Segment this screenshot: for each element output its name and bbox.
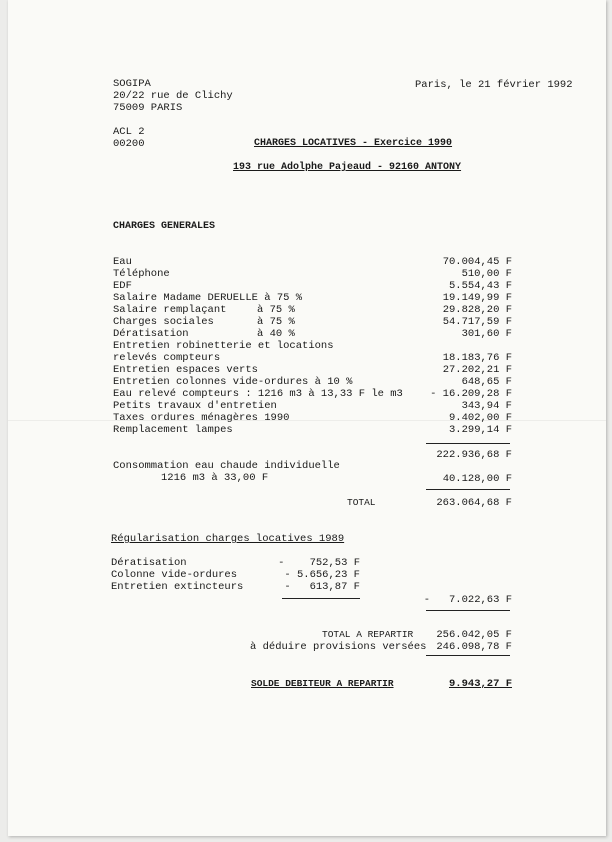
charge-label: Téléphone — [113, 268, 170, 280]
regularisation-title: Régularisation charges locatives 1989 — [111, 533, 345, 545]
charge-amount: 54.717,59 F — [442, 316, 512, 328]
charge-label: Salaire Madame DERUELLE à 75 % — [113, 292, 303, 304]
regularisation-item-label: Entretien extincteurs — [111, 581, 244, 593]
hot-water-detail: 1216 m3 à 33,00 F — [161, 472, 269, 484]
charge-label: Entretien espaces verts — [113, 364, 258, 376]
regularisation-total: - 7.022,63 F — [423, 594, 512, 606]
charge-amount: 19.149,99 F — [442, 292, 512, 304]
charge-label: Salaire remplaçant — [113, 304, 227, 316]
charge-label: Remplacement lampes — [113, 424, 233, 436]
charge-amount: 5.554,43 F — [448, 280, 512, 292]
regularisation-total-rule — [426, 610, 510, 611]
section-general-charges: CHARGES GENERALES — [113, 221, 216, 232]
charge-label: Entretien colonnes vide-ordures à 10 % — [113, 376, 353, 388]
charge-label: Entretien robinetterie et locations — [113, 340, 334, 352]
charge-amount: 3.299,14 F — [448, 424, 512, 436]
charge-amount: 70.004,45 F — [442, 256, 512, 268]
charge-amount: 510,00 F — [461, 268, 512, 280]
provisions-label: à déduire provisions versées — [250, 641, 427, 653]
total-amount: 263.064,68 F — [436, 497, 512, 509]
regularisation-item-amount: - 5.656,23 F — [284, 569, 360, 581]
document-title: CHARGES LOCATIVES - Exercice 1990 — [254, 138, 453, 149]
charge-amount: 301,60 F — [461, 328, 512, 340]
charge-percentage: à 40 % — [257, 328, 295, 340]
charge-label: Charges sociales — [113, 316, 214, 328]
to-distribute-amount: 256.042,05 F — [436, 629, 512, 641]
charge-percentage: à 75 % — [257, 304, 295, 316]
reference-line-1: ACL 2 — [113, 126, 145, 138]
place-date: Paris, le 21 février 1992 — [415, 79, 573, 91]
provisions-rule — [426, 655, 510, 656]
regularisation-item-label: Dératisation — [111, 557, 187, 569]
total-label: TOTAL — [347, 497, 376, 508]
regularisation-item-label: Colonne vide-ordures — [111, 569, 238, 581]
regularisation-item-amount: - 752,53 F — [278, 557, 360, 569]
charge-percentage: à 75 % — [257, 316, 295, 328]
charge-amount: 648,65 F — [461, 376, 512, 388]
charge-amount: 27.202,21 F — [442, 364, 512, 376]
charge-amount: 9.402,00 F — [448, 412, 512, 424]
provisions-amount: 246.098,78 F — [436, 641, 512, 653]
charge-label: relevés compteurs — [113, 352, 221, 364]
regularisation-rule — [282, 598, 360, 599]
reference-line-2: 00200 — [113, 138, 145, 150]
hot-water-label: Consommation eau chaude individuelle — [113, 460, 340, 472]
charge-label: Taxes ordures ménagères 1990 — [113, 412, 290, 424]
charge-label: Eau — [113, 256, 132, 268]
balance-amount: 9.943,27 F — [448, 678, 512, 690]
hot-water-amount: 40.128,00 F — [442, 473, 512, 485]
balance-label: SOLDE DEBITEUR A REPARTIR — [251, 678, 394, 689]
charge-label: Petits travaux d'entretien — [113, 400, 277, 412]
sender-city: 75009 PARIS — [113, 102, 183, 114]
charge-label: Eau relevé compteurs : 1216 m3 à 13,33 F le m3 — [113, 388, 403, 400]
total-rule — [426, 489, 510, 490]
charge-amount: - 16.209,28 F — [430, 388, 512, 400]
paper-fold-line — [8, 420, 606, 421]
document-page — [8, 0, 606, 836]
charge-amount: 18.183,76 F — [442, 352, 512, 364]
charge-amount: 29.828,20 F — [442, 304, 512, 316]
charge-label: EDF — [113, 280, 132, 292]
to-distribute-label: TOTAL A REPARTIR — [322, 629, 414, 640]
charge-amount: 343,94 F — [461, 400, 512, 412]
regularisation-item-amount: - 613,87 F — [284, 581, 360, 593]
charge-label: Dératisation — [113, 328, 189, 340]
sender-name: SOGIPA — [113, 78, 151, 90]
property-address: 193 rue Adolphe Pajeaud - 92160 ANTONY — [233, 162, 462, 173]
sender-street: 20/22 rue de Clichy — [113, 90, 233, 102]
subtotal-rule — [426, 443, 510, 444]
subtotal-amount: 222.936,68 F — [436, 449, 512, 461]
